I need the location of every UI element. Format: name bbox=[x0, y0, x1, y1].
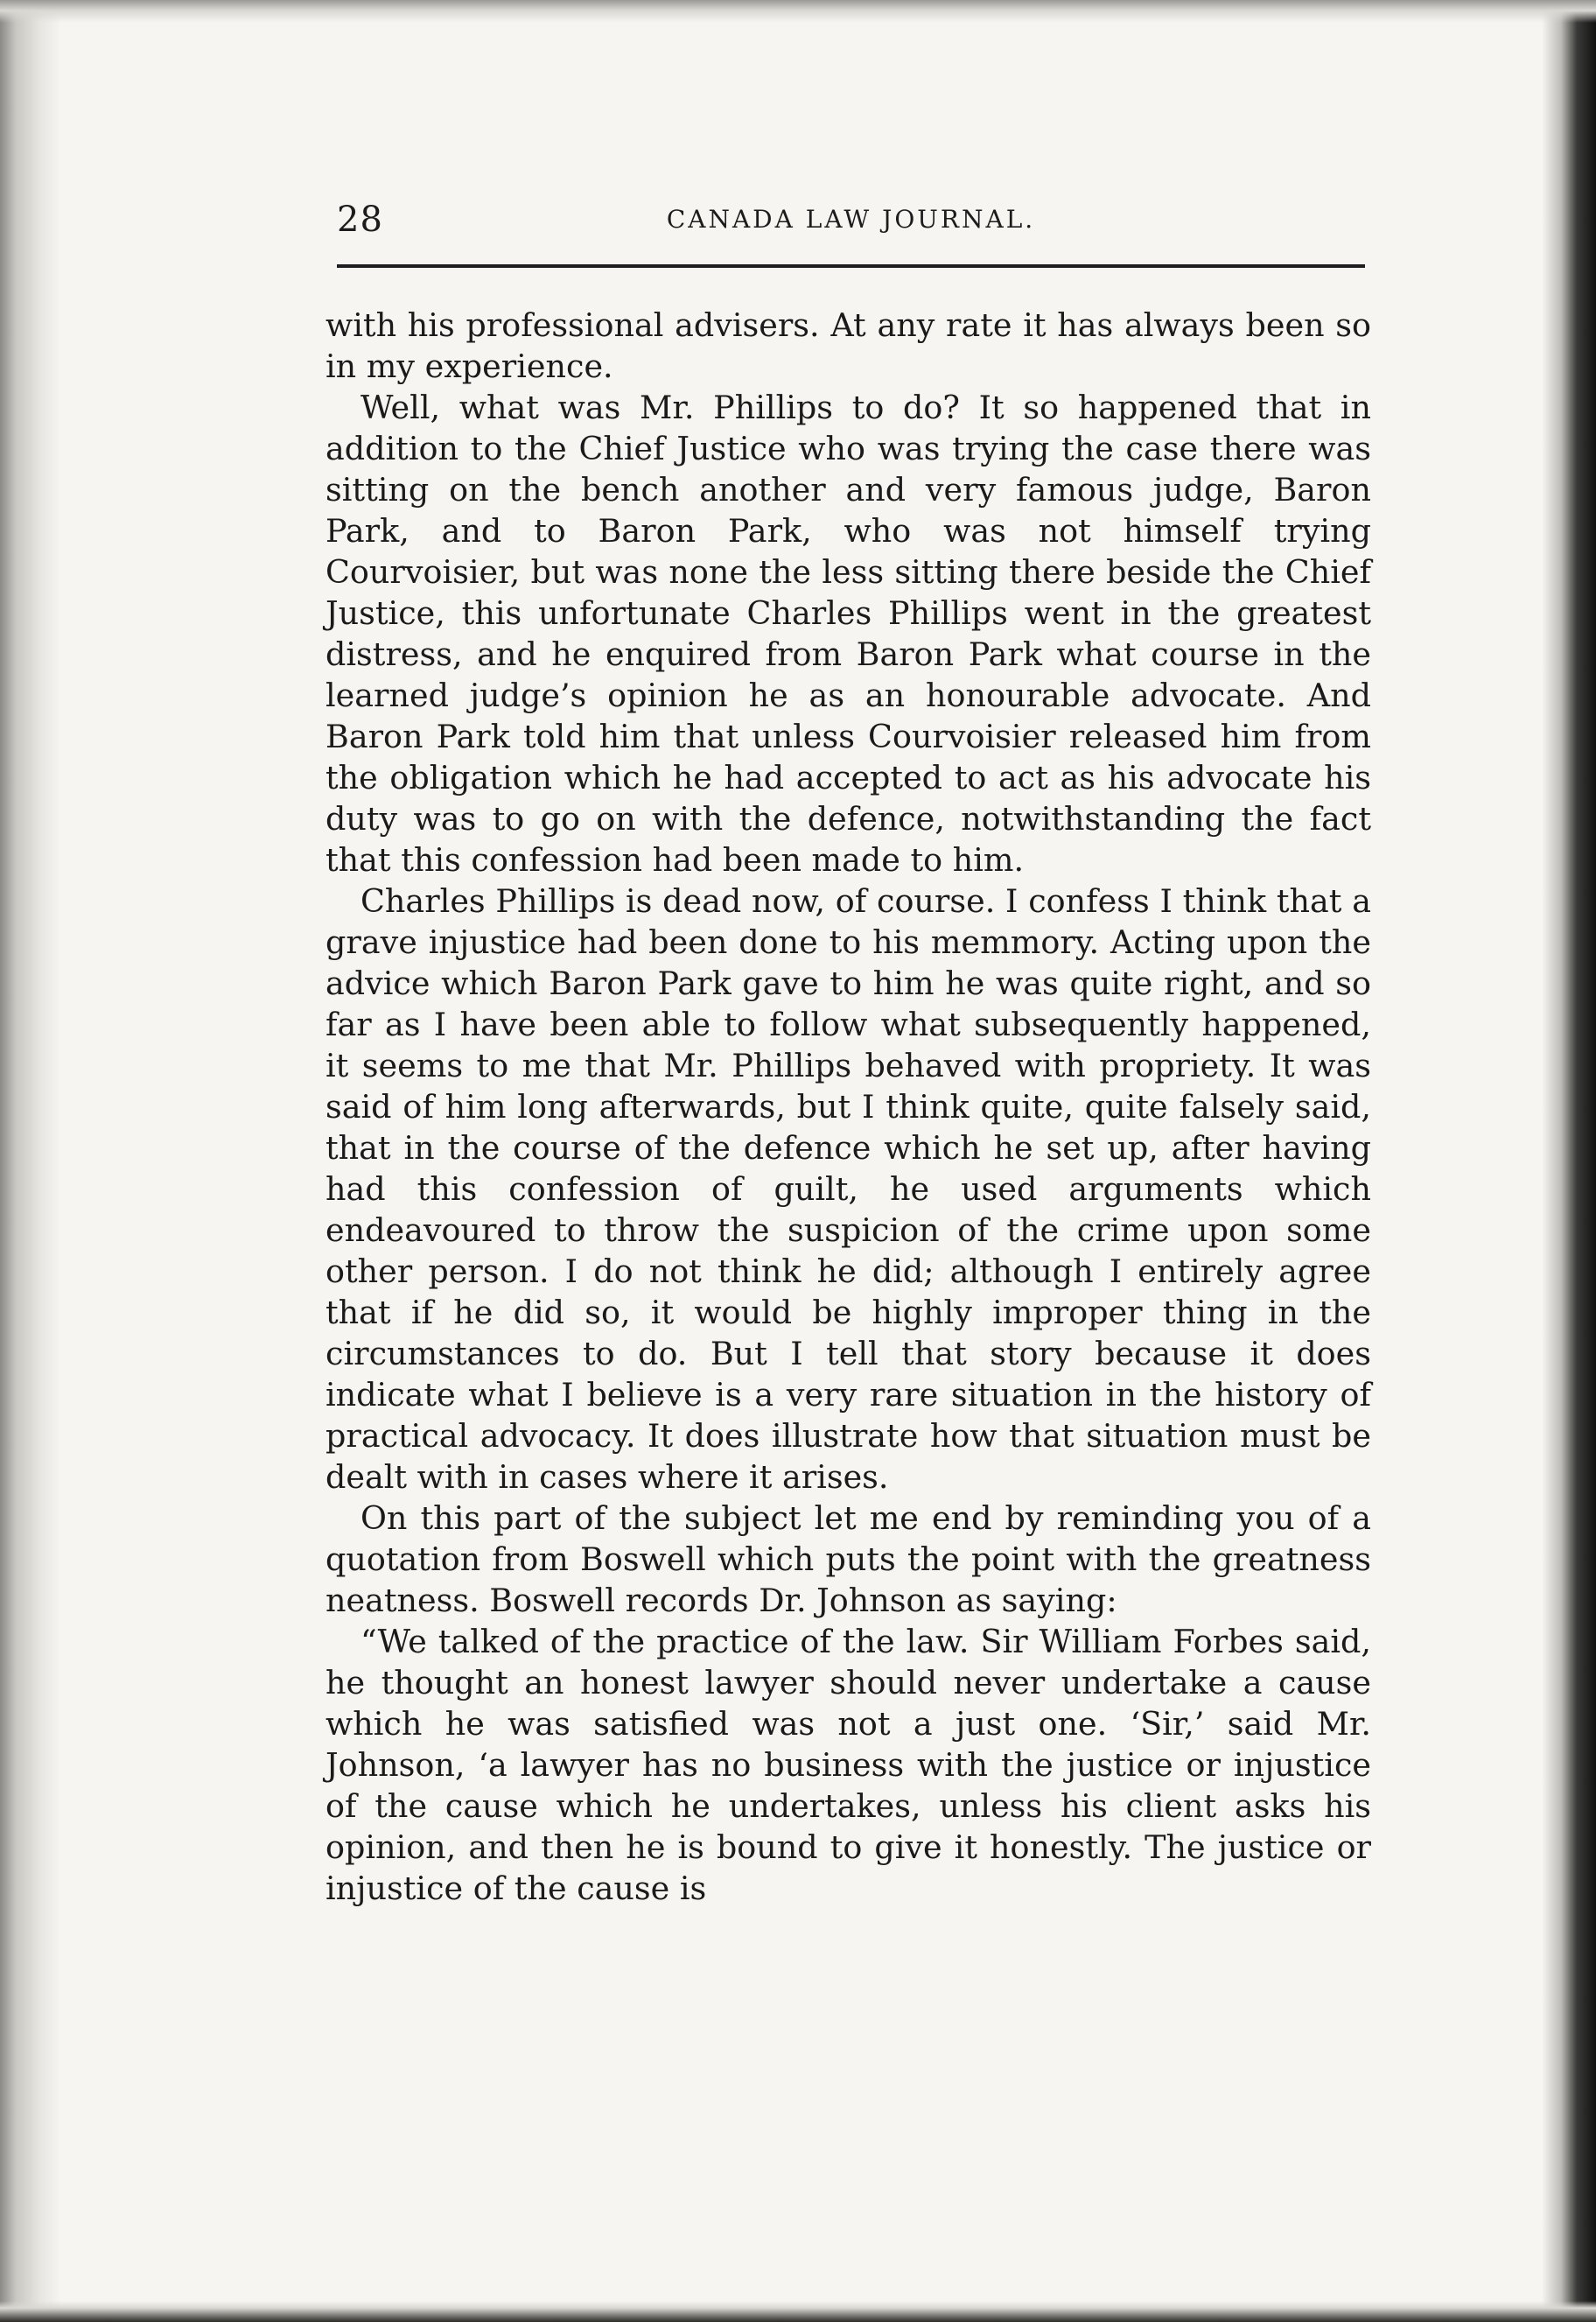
page-header bbox=[337, 200, 1365, 252]
page-edge-right bbox=[1542, 0, 1596, 2322]
paragraph: On this part of the subject let me end by reminding you of a quotation from Boswell which puts the point with the greatness neatness. Boswell records Dr. Johnson as saying: bbox=[326, 1499, 1371, 1619]
paragraph: with his professional advisers. At any rate it has always been so in my experience. bbox=[326, 306, 1371, 385]
page-edge-top bbox=[0, 0, 1596, 23]
body-text bbox=[326, 305, 1371, 1909]
paragraph: Charles Phillips is dead now, of course. I confess I think that a grave injustice had been done to his memmory. Acting upon the advice which Baron Park gave to him he was quite right, and so far as I have been able to follow what subsequently happened, it seems to me that Mr. Phillips behaved with propriety. It was said of him long afterwards, but I think quite, quite falsely said, that in the course of the defence which he set up, after having had this confession of guilt, he used arguments which endeavoured to throw the suspicion of the crime upon some other person. I do not think he did; although I entirely agree that if he did so, it would be highly improper thing in the circumstances to do. But I tell that story because it does indicate what I believe is a very rare situation in the history of practical advocacy. It does illustrate how that situation must be dealt with in cases where it arises. bbox=[326, 882, 1371, 1496]
page-edge-left bbox=[0, 0, 61, 2322]
header-rule bbox=[337, 264, 1365, 268]
paragraph: “We talked of the practice of the law. Sir William Forbes said, he thought an honest lawyer should never undertake a cause which he was satisfied was not a just one. ‘Sir,’ said Mr. Johnson, ‘a lawyer has no business with the justice or injustice of the cause which he undertakes, unless his client asks his opinion, and then he is bound to give it honestly. The justice or injustice of the cause is bbox=[326, 1623, 1371, 1907]
page-number: 28 bbox=[337, 200, 383, 240]
page-edge-bottom bbox=[0, 2301, 1596, 2322]
paragraph: Well, what was Mr. Phillips to do? It so happened that in addition to the Chief Justice who was trying the case there was sitting on the bench another and very famous judge, Baron Park, and to Baron Park, who was not himself trying Courvoisier, but was none the less sitting there beside the Chief Justice, this unfortunate Charles Phillips went in the greatest distress, and he enquired from Baron Park what course in the learned judge’s opinion he as an honourable advocate. And Baron Park told him that unless Courvoisier released him from the obligation which he had accepted to act as his advocate his duty was to go on with the defence, notwithstanding the fact that this confession had been made to him. bbox=[326, 389, 1371, 879]
running-head: CANADA LAW JOURNAL. bbox=[666, 205, 1036, 234]
